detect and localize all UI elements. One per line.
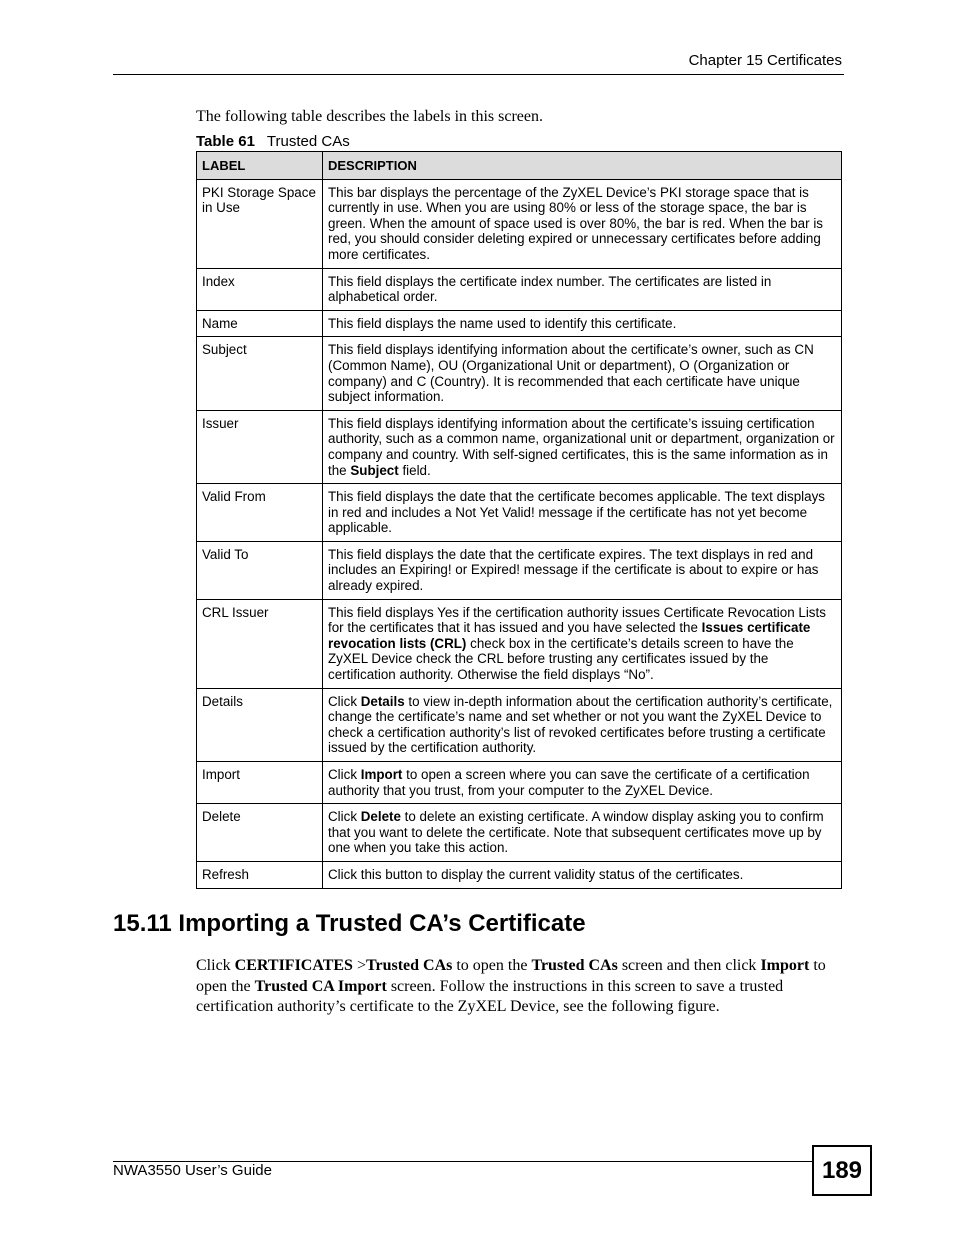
row-description [323, 599, 842, 688]
row-description [323, 268, 842, 310]
text-run: field. [398, 462, 431, 478]
text-run: This field displays identifying information about the certificate’s issuing certification authority, such as a common name, organizational unit or department, organization or company and country. With self-signed certificates, this is the same information as in the [328, 415, 835, 478]
section-paragraph [196, 956, 846, 1018]
row-description [323, 861, 842, 888]
text-run: screen. Follow the instructions in this screen to save a trusted certification authority’s certificate to the ZyXEL Device, see the following figure. [196, 977, 784, 1015]
text-run: check box in the certificate’s details screen to have the ZyXEL Device check the CRL before trusting any certificates issued by the certification authority. Otherwise the field displays “No”. [328, 635, 794, 683]
text-run: Click [328, 767, 361, 782]
guide-name: NWA3550 User’s Guide [113, 1162, 272, 1179]
bold-term: Trusted CAs [531, 957, 618, 974]
text-run: to open a screen where you can save the certificate of a certification authority that you trust, from your computer to the ZyXEL Device. [328, 767, 810, 798]
row-description [323, 179, 842, 268]
table-row [197, 762, 842, 804]
description-column-header: DESCRIPTION [323, 152, 842, 180]
table-row [197, 484, 842, 542]
row-label: Valid To [197, 541, 323, 599]
bold-term: Trusted CAs [365, 957, 453, 974]
bold-term: CERTIFICATES [234, 957, 353, 974]
row-label: Name [197, 310, 323, 337]
row-label: Subject [197, 337, 323, 410]
row-description [323, 337, 842, 410]
row-description [323, 762, 842, 804]
bold-term: Subject [350, 462, 399, 478]
text-run: to open the [452, 957, 532, 974]
row-label: Import [197, 762, 323, 804]
row-label: PKI Storage Space in Use [197, 179, 323, 268]
table-row [197, 541, 842, 599]
row-description [323, 541, 842, 599]
text-run: This field displays the date that the certificate expires. The text displays in red and includes an Expiring! or Expired! message if the certificate is about to expire or has already expired. [328, 546, 819, 594]
table-caption [196, 133, 350, 150]
chapter-header: Chapter 15 Certificates [688, 52, 842, 69]
row-label: Valid From [197, 484, 323, 542]
trusted-cas-table [196, 151, 842, 889]
label-column-header: LABEL [197, 152, 323, 180]
table-caption-title: Trusted CAs [266, 133, 350, 150]
text-run: to delete an existing certificate. A window display asking you to confirm that you want to delete the certificate. Note that subsequent certificates move up by one when you take this action. [328, 809, 824, 856]
text-run: Click [196, 957, 235, 974]
text-run: Click [328, 809, 361, 825]
row-description [323, 410, 842, 483]
table-body [197, 179, 842, 888]
row-label: CRL Issuer [197, 599, 323, 688]
text-run: This field displays identifying information about the certificate’s owner, such as CN (Common Name), OU (Organizational Unit or department), O (Organization or company) and C (Country). It is recommended that each certificate have unique subject information. [328, 342, 814, 405]
table-row [197, 804, 842, 862]
bold-term: Delete [360, 809, 401, 825]
bold-term: Issues certificate revocation lists (CRL) [328, 620, 811, 651]
table-row [197, 179, 842, 268]
page-number: 189 [812, 1145, 872, 1196]
table-row [197, 268, 842, 310]
table-row [197, 310, 842, 337]
table-row [197, 410, 842, 483]
row-label: Issuer [197, 410, 323, 483]
text-run: to open the [196, 957, 826, 995]
bold-term: Trusted CA Import [254, 977, 387, 995]
section-heading: 15.11 Importing a Trusted CA’s Certificate [113, 910, 586, 937]
table-row [197, 337, 842, 410]
text-run: to view in-depth information about the certification authority’s certificate, change the certificate’s name and set whether or not you want the ZyXEL Device to check a certification authority’s list of revoked certificates before trusting a certificate issued by the certification authority. [328, 693, 833, 756]
row-label: Delete [197, 804, 323, 862]
intro-paragraph: The following table describes the labels in this screen. [196, 108, 544, 125]
table-caption-number: Table 61 [196, 133, 255, 150]
text-run: Click [328, 693, 361, 709]
text-run: > [352, 957, 366, 974]
table-row [197, 861, 842, 888]
text-run: This field displays the name used to identify this certificate. [328, 315, 677, 331]
row-description [323, 804, 842, 862]
table-row [197, 688, 842, 761]
row-label: Details [197, 688, 323, 761]
table-row [197, 599, 842, 688]
table-header-row [197, 152, 842, 180]
text-run: This field displays the date that the certificate becomes applicable. The text displays in red and includes a Not Yet Valid! message if the certificate has not yet become applicable. [328, 489, 825, 536]
row-description [323, 484, 842, 542]
text-run: This field displays the certificate index number. The certificates are listed in alphabetical order. [328, 273, 772, 305]
bold-term: Details [360, 693, 405, 709]
text-run: This field displays Yes if the certification authority issues Certificate Revocation Lists for the certificates that it has issued and you have selected the [328, 604, 826, 636]
text-run: This bar displays the percentage of the ZyXEL Device’s PKI storage space that is currently in use. When you are using 80% or less of the storage space, the bar is green. When the amount of space used is over 80%, the bar is red. When the bar is red, you should consider deleting expired or unnecessary certificates before adding more certificates. [328, 184, 823, 262]
row-label: Refresh [197, 861, 323, 888]
header-divider [113, 74, 844, 75]
bold-term: Import [760, 957, 810, 974]
row-label: Index [197, 268, 323, 310]
text-run: screen and then click [617, 957, 761, 974]
row-description [323, 310, 842, 337]
row-description [323, 688, 842, 761]
text-run: Click this button to display the current validity status of the certificates. [328, 866, 744, 882]
bold-term: Import [360, 767, 403, 782]
